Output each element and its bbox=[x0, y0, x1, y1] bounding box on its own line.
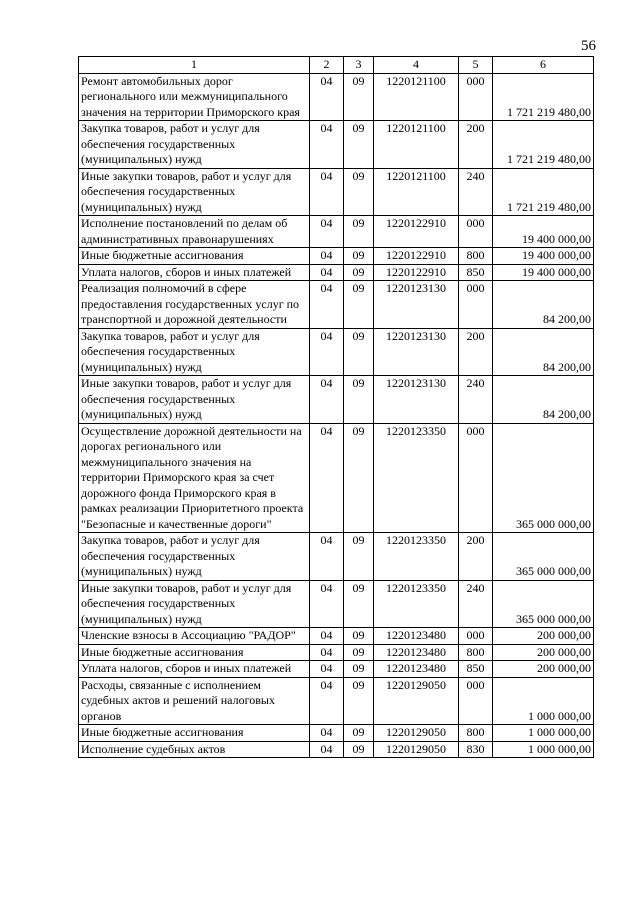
table-row bbox=[79, 216, 594, 248]
target-item-code-cell: 1220123130 bbox=[374, 281, 459, 329]
table-row bbox=[79, 644, 594, 661]
expense-name-cell: Иные бюджетные ассигнования bbox=[79, 725, 310, 742]
page-number: 56 bbox=[581, 38, 596, 54]
expense-type-code-cell: 240 bbox=[459, 376, 493, 424]
table-row bbox=[79, 677, 594, 725]
amount-cell: 1 721 219 480,00 bbox=[493, 73, 594, 121]
subsection-code-cell: 09 bbox=[344, 73, 374, 121]
subsection-code-cell: 09 bbox=[344, 264, 374, 281]
expense-type-code-cell: 000 bbox=[459, 281, 493, 329]
expense-type-code-cell: 200 bbox=[459, 121, 493, 169]
table-row bbox=[79, 121, 594, 169]
expense-type-code-cell: 800 bbox=[459, 725, 493, 742]
amount-cell: 200 000,00 bbox=[493, 644, 594, 661]
target-item-code-cell: 1220123130 bbox=[374, 376, 459, 424]
section-code-cell: 04 bbox=[310, 644, 344, 661]
budget-table bbox=[78, 56, 594, 758]
subsection-code-cell: 09 bbox=[344, 580, 374, 628]
expense-name-cell: Закупка товаров, работ и услуг для обеспечения государственных (муниципальных) нужд bbox=[79, 121, 310, 169]
expense-type-code-cell: 000 bbox=[459, 628, 493, 645]
expense-name-cell: Ремонт автомобильных дорог регионального или межмуниципального значения на территории Приморского края bbox=[79, 73, 310, 121]
expense-name-cell: Уплата налогов, сборов и иных платежей bbox=[79, 264, 310, 281]
amount-cell: 200 000,00 bbox=[493, 628, 594, 645]
expense-type-code-cell: 000 bbox=[459, 677, 493, 725]
table-row bbox=[79, 376, 594, 424]
expense-type-code-cell: 000 bbox=[459, 216, 493, 248]
subsection-code-cell: 09 bbox=[344, 281, 374, 329]
section-code-cell: 04 bbox=[310, 73, 344, 121]
subsection-code-cell: 09 bbox=[344, 628, 374, 645]
subsection-code-cell: 09 bbox=[344, 248, 374, 265]
expense-name-cell: Иные закупки товаров, работ и услуг для обеспечения государственных (муниципальных) нужд bbox=[79, 580, 310, 628]
amount-cell: 19 400 000,00 bbox=[493, 216, 594, 248]
expense-name-cell: Иные бюджетные ассигнования bbox=[79, 644, 310, 661]
target-item-code-cell: 1220123130 bbox=[374, 328, 459, 376]
section-code-cell: 04 bbox=[310, 580, 344, 628]
subsection-code-cell: 09 bbox=[344, 725, 374, 742]
expense-type-code-cell: 200 bbox=[459, 533, 493, 581]
expense-name-cell: Реализация полномочий в сфере предоставления государственных услуг по транспортной и дорожной деятельности bbox=[79, 281, 310, 329]
expense-name-cell: Осуществление дорожной деятельности на дорогах регионального или межмуниципального значения на территории Приморского края за счет дорожного фонда Приморского края в рамках реализации Приоритетного проекта "Безопасные и качественные дороги" bbox=[79, 423, 310, 533]
amount-cell: 84 200,00 bbox=[493, 281, 594, 329]
subsection-code-cell: 09 bbox=[344, 216, 374, 248]
table-row bbox=[79, 533, 594, 581]
table-row bbox=[79, 168, 594, 216]
subsection-code-cell: 09 bbox=[344, 533, 374, 581]
subsection-code-cell: 09 bbox=[344, 121, 374, 169]
amount-cell: 365 000 000,00 bbox=[493, 533, 594, 581]
amount-cell: 19 400 000,00 bbox=[493, 248, 594, 265]
expense-name-cell: Исполнение судебных актов bbox=[79, 741, 310, 758]
section-code-cell: 04 bbox=[310, 216, 344, 248]
expense-name-cell: Закупка товаров, работ и услуг для обеспечения государственных (муниципальных) нужд bbox=[79, 328, 310, 376]
amount-cell: 200 000,00 bbox=[493, 661, 594, 678]
amount-cell: 84 200,00 bbox=[493, 376, 594, 424]
table-row bbox=[79, 661, 594, 678]
section-code-cell: 04 bbox=[310, 264, 344, 281]
expense-type-code-cell: 850 bbox=[459, 661, 493, 678]
amount-cell: 1 000 000,00 bbox=[493, 677, 594, 725]
header-cell: 1 bbox=[79, 57, 310, 74]
expense-type-code-cell: 000 bbox=[459, 423, 493, 533]
table-row bbox=[79, 264, 594, 281]
table-row bbox=[79, 328, 594, 376]
expense-type-code-cell: 200 bbox=[459, 328, 493, 376]
header-cell: 6 bbox=[493, 57, 594, 74]
section-code-cell: 04 bbox=[310, 677, 344, 725]
section-code-cell: 04 bbox=[310, 328, 344, 376]
table-row bbox=[79, 281, 594, 329]
table-row bbox=[79, 725, 594, 742]
expense-type-code-cell: 240 bbox=[459, 580, 493, 628]
section-code-cell: 04 bbox=[310, 725, 344, 742]
subsection-code-cell: 09 bbox=[344, 423, 374, 533]
target-item-code-cell: 1220122910 bbox=[374, 216, 459, 248]
target-item-code-cell: 1220123480 bbox=[374, 628, 459, 645]
subsection-code-cell: 09 bbox=[344, 168, 374, 216]
section-code-cell: 04 bbox=[310, 533, 344, 581]
subsection-code-cell: 09 bbox=[344, 376, 374, 424]
section-code-cell: 04 bbox=[310, 121, 344, 169]
subsection-code-cell: 09 bbox=[344, 741, 374, 758]
expense-name-cell: Иные закупки товаров, работ и услуг для обеспечения государственных (муниципальных) нужд bbox=[79, 168, 310, 216]
target-item-code-cell: 1220122910 bbox=[374, 248, 459, 265]
section-code-cell: 04 bbox=[310, 741, 344, 758]
target-item-code-cell: 1220121100 bbox=[374, 121, 459, 169]
table-row bbox=[79, 580, 594, 628]
expense-name-cell: Иные бюджетные ассигнования bbox=[79, 248, 310, 265]
header-cell: 3 bbox=[344, 57, 374, 74]
expense-name-cell: Расходы, связанные с исполнением судебных актов и решений налоговых органов bbox=[79, 677, 310, 725]
expense-type-code-cell: 830 bbox=[459, 741, 493, 758]
expense-type-code-cell: 800 bbox=[459, 644, 493, 661]
expense-name-cell: Уплата налогов, сборов и иных платежей bbox=[79, 661, 310, 678]
section-code-cell: 04 bbox=[310, 423, 344, 533]
section-code-cell: 04 bbox=[310, 248, 344, 265]
amount-cell: 1 000 000,00 bbox=[493, 725, 594, 742]
amount-cell: 1 721 219 480,00 bbox=[493, 121, 594, 169]
expense-type-code-cell: 850 bbox=[459, 264, 493, 281]
target-item-code-cell: 1220123350 bbox=[374, 533, 459, 581]
expense-name-cell: Закупка товаров, работ и услуг для обеспечения государственных (муниципальных) нужд bbox=[79, 533, 310, 581]
expense-type-code-cell: 240 bbox=[459, 168, 493, 216]
subsection-code-cell: 09 bbox=[344, 644, 374, 661]
section-code-cell: 04 bbox=[310, 168, 344, 216]
amount-cell: 365 000 000,00 bbox=[493, 423, 594, 533]
subsection-code-cell: 09 bbox=[344, 677, 374, 725]
table-row bbox=[79, 741, 594, 758]
target-item-code-cell: 1220122910 bbox=[374, 264, 459, 281]
target-item-code-cell: 1220123350 bbox=[374, 580, 459, 628]
target-item-code-cell: 1220123480 bbox=[374, 661, 459, 678]
target-item-code-cell: 1220121100 bbox=[374, 168, 459, 216]
section-code-cell: 04 bbox=[310, 661, 344, 678]
amount-cell: 365 000 000,00 bbox=[493, 580, 594, 628]
subsection-code-cell: 09 bbox=[344, 328, 374, 376]
amount-cell: 19 400 000,00 bbox=[493, 264, 594, 281]
section-code-cell: 04 bbox=[310, 376, 344, 424]
expense-name-cell: Иные закупки товаров, работ и услуг для обеспечения государственных (муниципальных) нужд bbox=[79, 376, 310, 424]
target-item-code-cell: 1220129050 bbox=[374, 725, 459, 742]
section-code-cell: 04 bbox=[310, 628, 344, 645]
target-item-code-cell: 1220129050 bbox=[374, 741, 459, 758]
header-cell: 4 bbox=[374, 57, 459, 74]
amount-cell: 1 000 000,00 bbox=[493, 741, 594, 758]
amount-cell: 1 721 219 480,00 bbox=[493, 168, 594, 216]
header-cell: 5 bbox=[459, 57, 493, 74]
expense-type-code-cell: 800 bbox=[459, 248, 493, 265]
amount-cell: 84 200,00 bbox=[493, 328, 594, 376]
target-item-code-cell: 1220123350 bbox=[374, 423, 459, 533]
table-row bbox=[79, 628, 594, 645]
target-item-code-cell: 1220129050 bbox=[374, 677, 459, 725]
section-code-cell: 04 bbox=[310, 281, 344, 329]
table-row bbox=[79, 423, 594, 533]
expense-name-cell: Исполнение постановлений по делам об административных правонарушениях bbox=[79, 216, 310, 248]
header-row bbox=[79, 57, 594, 74]
target-item-code-cell: 1220121100 bbox=[374, 73, 459, 121]
header-cell: 2 bbox=[310, 57, 344, 74]
expense-type-code-cell: 000 bbox=[459, 73, 493, 121]
target-item-code-cell: 1220123480 bbox=[374, 644, 459, 661]
subsection-code-cell: 09 bbox=[344, 661, 374, 678]
table-row bbox=[79, 248, 594, 265]
expense-name-cell: Членские взносы в Ассоциацию "РАДОР" bbox=[79, 628, 310, 645]
table-row bbox=[79, 73, 594, 121]
